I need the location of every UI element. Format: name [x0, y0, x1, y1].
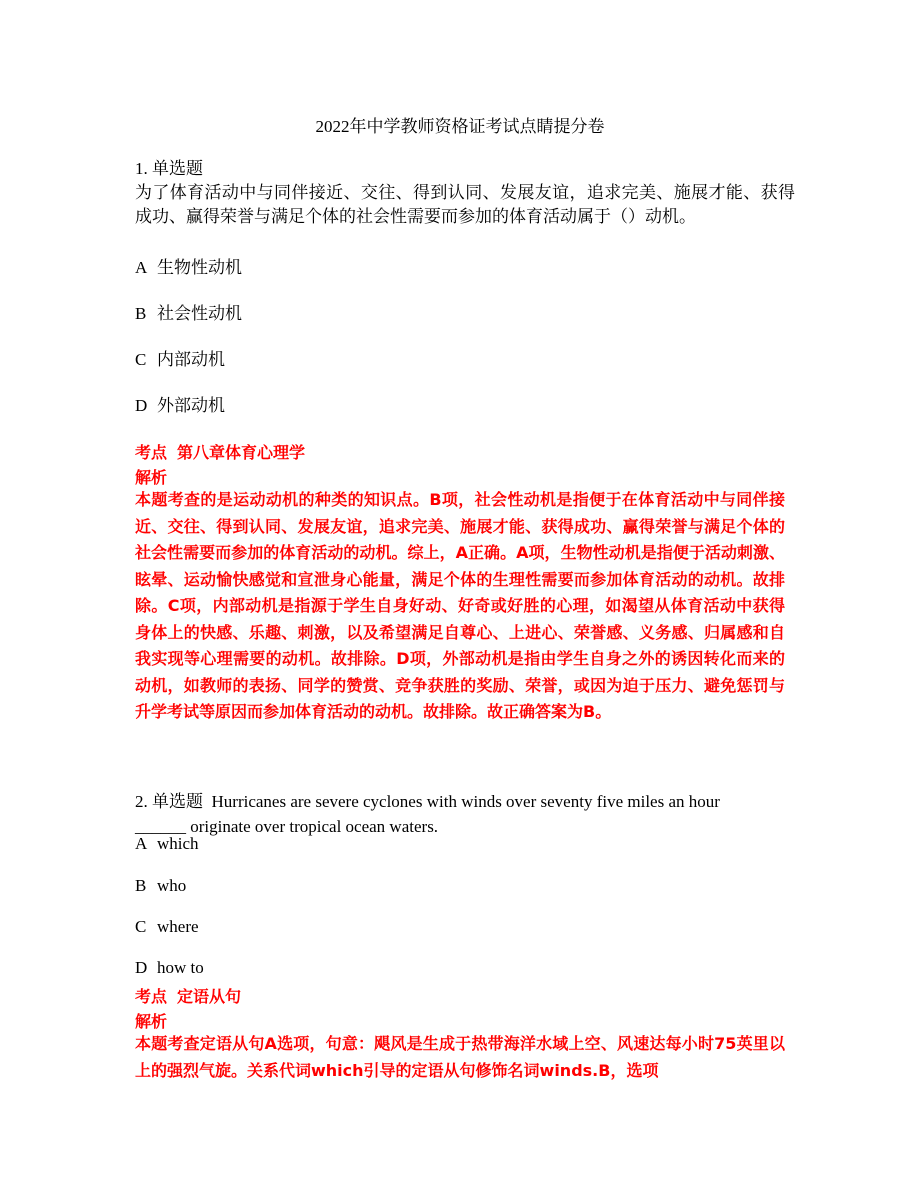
option-text: how to: [157, 958, 204, 977]
question-1-jiexi-label: 解析: [135, 468, 168, 487]
question-2-jiexi-text: 本题考查定语从句A选项，句意：飓风是生成于热带海洋水域上空、风速达每小时75英里以上的强烈气旋。关系代词which引导的定语从句修饰名词winds.B，选项: [135, 1034, 785, 1080]
question-2-option-c[interactable]: [135, 917, 199, 937]
option-text: 社会性动机: [157, 304, 242, 323]
kaodian-value: 第八章体育心理学: [177, 443, 306, 462]
option-text: 生物性动机: [157, 258, 242, 277]
question-2-kaodian: [135, 984, 241, 1007]
option-letter: C: [135, 917, 147, 936]
option-text: 外部动机: [157, 396, 225, 415]
question-1-head: 1. 单选题: [135, 159, 203, 178]
option-letter: C: [135, 350, 147, 369]
question-1-option-c[interactable]: [135, 345, 225, 370]
question-1-option-b[interactable]: [135, 299, 242, 324]
option-letter: A: [135, 258, 148, 277]
question-2-option-a[interactable]: [135, 834, 199, 854]
question-2-option-d[interactable]: [135, 958, 204, 978]
option-text: where: [157, 917, 199, 936]
option-letter: B: [135, 304, 147, 323]
document-title: 2022年中学教师资格证考试点睛提分卷: [315, 117, 605, 136]
kaodian-label: 考点: [135, 987, 168, 1006]
kaodian-label: 考点: [135, 443, 168, 462]
question-1-option-a[interactable]: [135, 253, 242, 278]
option-text: who: [157, 876, 187, 895]
option-letter: D: [135, 958, 148, 977]
question-2-stem-line-1: Hurricanes are severe cyclones with winds over seventy five miles an hour: [211, 792, 720, 811]
option-text: which: [157, 834, 199, 853]
option-letter: B: [135, 876, 147, 895]
question-1-kaodian: [135, 440, 305, 463]
question-2-stem-line-2: ______ originate over tropical ocean waters.: [135, 817, 439, 836]
option-text: 内部动机: [157, 350, 225, 369]
kaodian-value: 定语从句: [177, 987, 242, 1006]
question-2-jiexi-label: 解析: [135, 1012, 168, 1031]
question-2: [135, 789, 795, 839]
question-1: [135, 157, 795, 229]
option-letter: D: [135, 396, 148, 415]
question-1-option-d[interactable]: [135, 391, 225, 416]
question-1-jiexi-text: 本题考查的是运动动机的种类的知识点。B项，社会性动机是指便于在体育活动中与同伴接近、交往、得到认同、发展友谊，追求完美、施展才能、获得成功、赢得荣誉与满足个体的社会性需要而参加的体育活动的动机。综上，A正确。A项，生物性动机是指便于活动刺激、眩晕、运动愉快感觉和宣泄身心能量，满足个体的生理性需要而参加体育活动的动机。故排除。C项，内部动机是指源于学生自身好动、好奇或好胜的心理，如渴望从体育活动中获得身体上的快感、乐趣、刺激，以及希望满足自尊心、上进心、荣誉感、义务感、归属感和自我实现等心理需要的动机。故排除。D项，外部动机是指由学生自身之外的诱因转化而来的动机，如教师的表扬、同学的赞赏、竞争获胜的奖励、荣誉，或因为迫于压力、避免惩罚与升学考试等原因而参加体育活动的动机。故排除。故正确答案为B。: [135, 490, 785, 721]
question-2-line-1: [135, 789, 795, 814]
question-2-option-b[interactable]: [135, 876, 186, 896]
question-1-stem: 为了体育活动中与同伴接近、交往、得到认同、发展友谊，追求完美、施展才能、获得成功、赢得荣誉与满足个体的社会性需要而参加的体育活动属于（）动机。: [135, 183, 795, 226]
question-2-head: 2. 单选题: [135, 792, 203, 811]
option-letter: A: [135, 834, 148, 853]
